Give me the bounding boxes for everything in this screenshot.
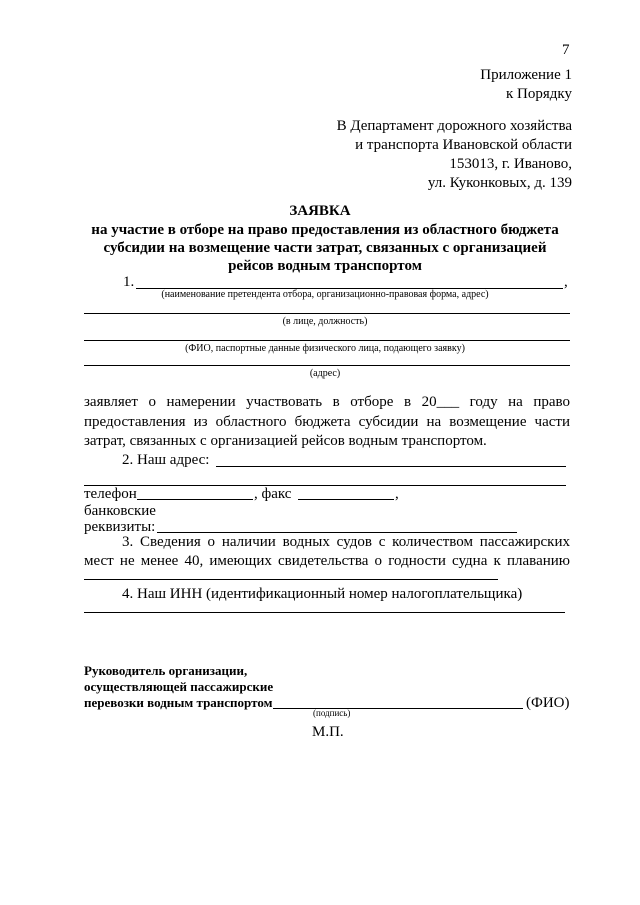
inn-label: 4. Наш ИНН (идентификационный номер налогоплательщика): [122, 586, 523, 602]
addressee-line-3: 153013, г. Иваново,: [449, 156, 572, 172]
statement-word: отборе: [350, 394, 394, 410]
requisites-label: реквизиты:: [84, 519, 156, 535]
signature-caption: (подпись): [313, 708, 351, 718]
signatory-line-2: осуществляющей пассажирские: [84, 679, 274, 694]
statement-word: году: [469, 394, 498, 410]
statement-word: на: [508, 394, 523, 410]
page-number: 7: [562, 42, 570, 58]
our-address-field[interactable]: [216, 466, 566, 467]
appendix-line-1: Приложение 1: [480, 67, 572, 83]
fax-label: , факс: [254, 486, 292, 502]
statement-word: право: [533, 394, 570, 410]
field-1-comma: ,: [564, 274, 568, 290]
phone-field[interactable]: [137, 499, 253, 500]
fax-field[interactable]: [298, 499, 394, 500]
address-caption: (адрес): [309, 368, 341, 379]
title-line-3: рейсов водным транспортом: [228, 258, 422, 274]
statement-line-1: [84, 392, 570, 412]
statement-word: о: [148, 394, 156, 410]
statement-line-3: затрат, связанных с организацией рейсов водным транспортом.: [84, 433, 487, 449]
statement-word: намерении: [166, 394, 236, 410]
vessels-line-1: 3. Сведения о наличии водных судов с количеством пассажирских: [122, 534, 570, 550]
bank-label: банковские: [84, 503, 156, 519]
title-line-2: субсидии на возмещение части затрат, связанных с организацией: [103, 240, 547, 256]
signatory-line-3: перевозки водным транспортом: [84, 695, 273, 710]
statement-word: участвовать: [246, 394, 323, 410]
addressee-line-2: и транспорта Ивановской области: [355, 137, 572, 153]
addressee-line-1: В Департамент дорожного хозяйства: [336, 118, 572, 134]
year-field[interactable]: 20___: [421, 394, 460, 410]
vessels-line-2: мест не менее 40, имеющих свидетельства о годности судна к плаванию: [84, 553, 570, 569]
appendix-line-2: к Порядку: [506, 86, 572, 102]
document-heading: ЗАЯВКА: [289, 203, 351, 219]
applicant-continuation-field[interactable]: [84, 313, 570, 314]
fio-caption: (ФИО, паспортные данные физического лица, подающего заявку): [185, 343, 465, 354]
signatory-line-1: Руководитель организации,: [84, 663, 248, 678]
title-line-1: на участие в отборе на право предоставления из областного бюджета: [91, 222, 559, 238]
field-1-number: 1.: [123, 274, 135, 290]
fax-trailing-comma: ,: [395, 486, 399, 502]
representative-field[interactable]: [84, 340, 570, 341]
addressee-line-4: ул. Куконковых, д. 139: [427, 175, 572, 191]
fio-passport-field[interactable]: [84, 365, 570, 366]
stamp-label: М.П.: [312, 724, 344, 740]
our-address-field-continued[interactable]: [84, 485, 566, 486]
signature-fio-label: (ФИО): [526, 695, 570, 711]
representative-caption: (в лице, должность): [282, 316, 368, 327]
phone-label: телефон: [84, 486, 137, 502]
vessels-field[interactable]: [84, 579, 498, 580]
statement-word: в: [403, 394, 412, 410]
signature-field[interactable]: [273, 708, 523, 709]
applicant-caption: (наименование претендента отбора, организационно-правовая форма, адрес): [161, 289, 489, 300]
statement-word: в: [332, 394, 340, 410]
address-label: 2. Наш адрес:: [122, 452, 210, 468]
inn-field[interactable]: [84, 612, 565, 613]
statement-word: заявляет: [84, 394, 138, 410]
statement-line-2: предоставления из областного бюджета субсидии на возмещение части: [84, 414, 570, 430]
